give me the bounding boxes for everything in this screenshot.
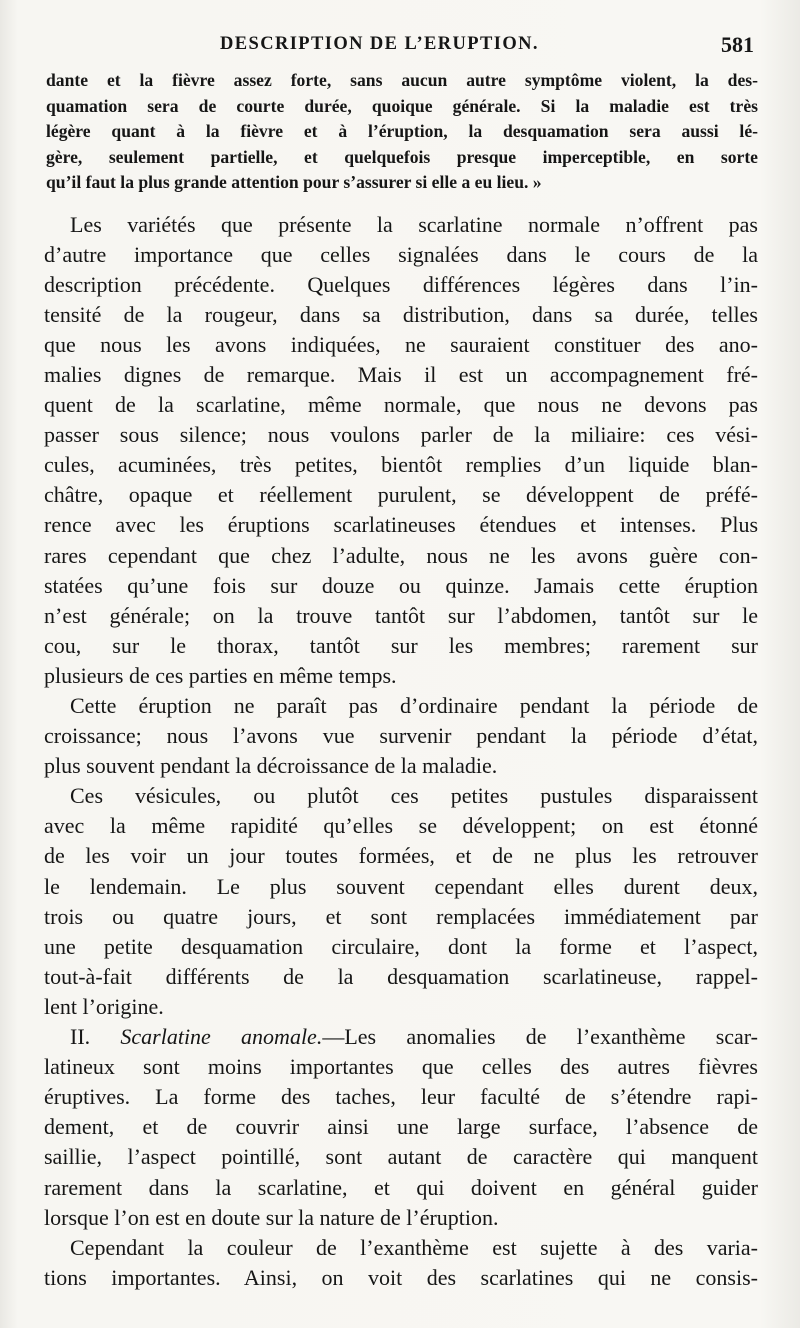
text-line: Ces vésicules, ou plutôt ces petites pustules disparaissent (70, 783, 758, 809)
quoted-passage (46, 68, 758, 196)
text-line: latineux sont moins importantes que celles des autres fièvres (44, 1054, 758, 1080)
quote-line: légère quant à la fièvre et à l’éruption, la desquamation sera aussi lé- (46, 121, 758, 141)
quote-line: dante et la fièvre assez forte, sans aucun autre symptôme violent, la des- (46, 70, 758, 90)
text-line: tout-à-fait différents de la desquamation scarlatineuse, rappel- (44, 963, 758, 989)
text-line: cules, acuminées, très petites, bientôt remplies d’un liquide blan- (44, 452, 758, 478)
quote-line: qu’il faut la plus grande attention pour s’assurer si elle a eu lieu. » (46, 172, 542, 192)
section-heading-line (44, 1022, 758, 1052)
text-line: rares cependant que chez l’adulte, nous ne les avons guère con- (44, 542, 758, 568)
text-line: dement, et de couvrir ainsi une large surface, l’absence de (44, 1114, 758, 1140)
text-line: malies dignes de remarque. Mais il est un accompagnement fré- (44, 361, 758, 387)
text-line: Cette éruption ne paraît pas d’ordinaire pendant la période de (70, 693, 758, 718)
running-head (44, 32, 758, 68)
text-line: rence avec les éruptions scarlatineuses étendues et intenses. Plus (44, 512, 758, 538)
running-title: DESCRIPTION DE L’ERUPTION. (220, 34, 539, 54)
section-title: Scarlatine anomale. (120, 1024, 323, 1050)
text-line: tensité de la rougeur, dans sa distribution, dans sa durée, telles (44, 301, 758, 327)
text-line: description précédente. Quelques différences légères dans l’in- (44, 271, 758, 297)
text-line: éruptives. La forme des taches, leur faculté de s’étendre rapi- (44, 1084, 758, 1110)
quote-line: gère, seulement partielle, et quelquefois presque imperceptible, en sorte (46, 146, 758, 167)
text-line: de les voir un jour toutes formées, et de ne plus les retrouver (44, 843, 758, 869)
text-line: plusieurs de ces parties en même temps. (44, 662, 397, 688)
page-number: 581 (721, 32, 754, 57)
section-text: —Les anomalies de l’exanthème scar- (322, 1024, 758, 1050)
paragraph-color-variations (44, 1233, 758, 1293)
text-line: le lendemain. Le plus souvent cependant elles durent deux, (44, 873, 758, 899)
text-line: Cependant la couleur de l’exanthème est sujette à des varia- (70, 1234, 758, 1260)
quote-line: quamation sera de courte durée, quoique générale. Si la maladie est très (46, 95, 758, 116)
text-line: croissance; nous l’avons vue survenir pendant la période d’état, (44, 723, 758, 749)
text-line: lorsque l’on est en doute sur la nature de l’éruption. (44, 1204, 499, 1230)
text-line: d’autre importance que celles signalées dans le cours de la (44, 241, 758, 267)
text-line: plus souvent pendant la décroissance de la maladie. (44, 753, 498, 779)
text-line: une petite desquamation circulaire, dont la forme et l’aspect, (44, 933, 758, 959)
text-line: quent de la scarlatine, même normale, que nous ne devons pas (44, 392, 758, 418)
text-line: rarement dans la scarlatine, et qui doivent en général guider (44, 1174, 758, 1200)
text-line: lent l’origine. (44, 993, 164, 1019)
text-line: n’est générale; on la trouve tantôt sur l’abdomen, tantôt sur le (44, 602, 758, 628)
paragraph-anomalous-scarlatina (44, 1022, 758, 1233)
text-line: avec la même rapidité qu’elles se développent; on est étonné (44, 813, 758, 839)
paragraph-vesicles (44, 781, 758, 1022)
text-line: Les variétés que présente la scarlatine normale n’offrent pas (70, 211, 758, 237)
paragraph-onset (44, 691, 758, 781)
text-line: cou, sur le thorax, tantôt sur les membres; rarement sur (44, 632, 758, 658)
text-line: tions importantes. Ainsi, on voit des scarlatines qui ne consis- (44, 1264, 758, 1290)
text-line: châtre, opaque et réellement purulent, se développent de préfé- (44, 482, 758, 508)
section-number: II. (70, 1024, 121, 1050)
text-line: trois ou quatre jours, et sont remplacées immédiatement par (44, 903, 758, 929)
text-line: saillie, l’aspect pointillé, sont autant de caractère qui manquent (44, 1144, 758, 1170)
text-line: statées qu’une fois sur douze ou quinze. Jamais cette éruption (44, 572, 758, 598)
text-line: passer sous silence; nous voulons parler de la miliaire: ces vési- (44, 422, 758, 448)
paragraph-varieties (44, 210, 758, 692)
text-line: que nous les avons indiquées, ne sauraient constituer des ano- (44, 331, 758, 357)
